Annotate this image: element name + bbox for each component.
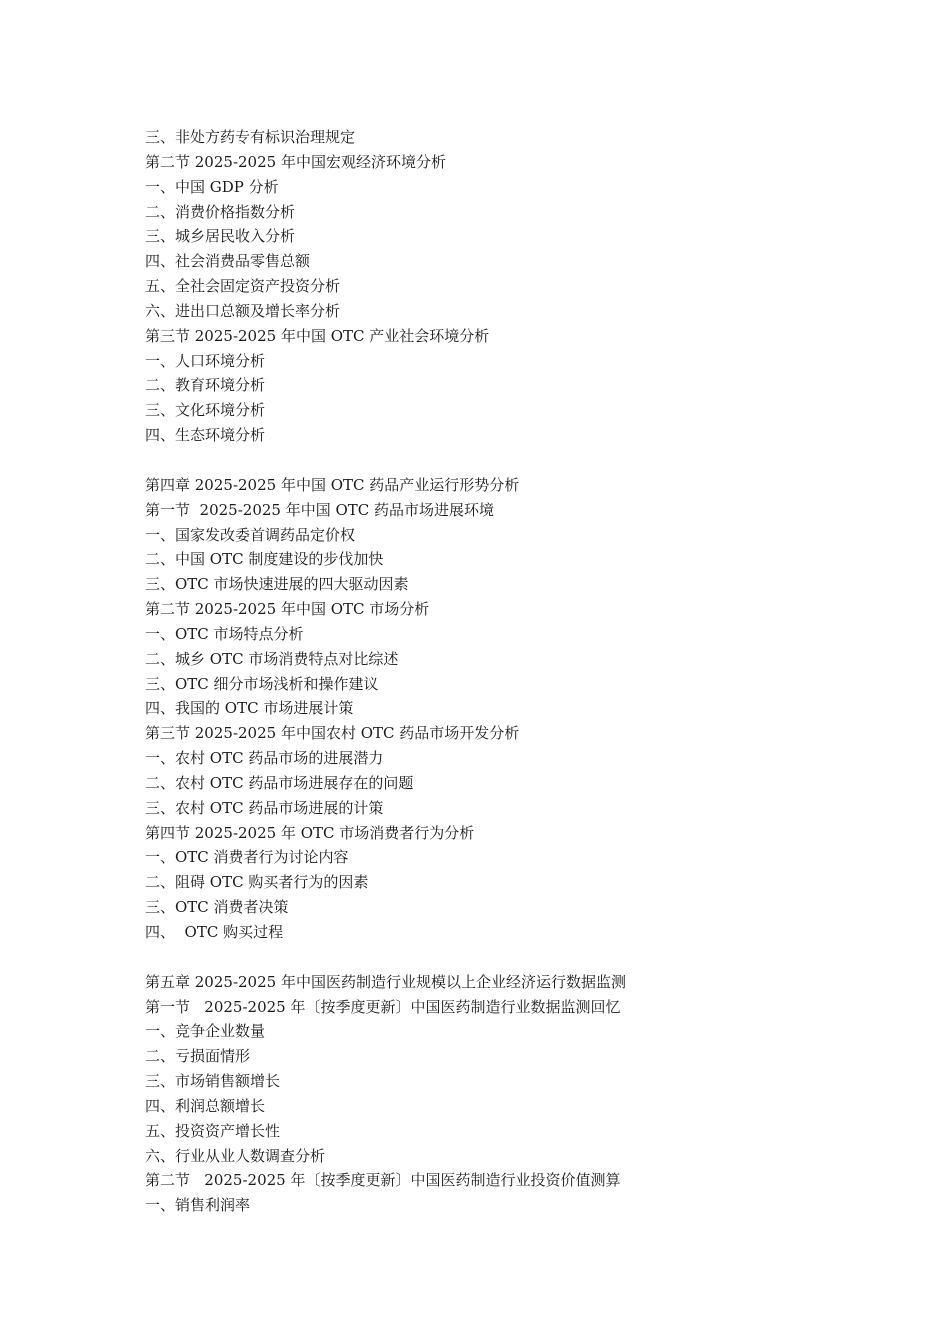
text-line: 一、国家发改委首调药品定价权 — [145, 525, 356, 544]
section-heading: 第三节 2025-2025 年中国农村 OTC 药品市场开发分析 — [145, 724, 520, 743]
text-line: 四、生态环境分析 — [145, 426, 266, 445]
text-line: 二、消费价格指数分析 — [145, 202, 296, 221]
text-line: 三、OTC 细分市场浅析和操作建议 — [145, 674, 379, 693]
text-line: 一、OTC 市场特点分析 — [145, 624, 304, 643]
chapter-heading: 第五章 2025-2025 年中国医药制造行业规模以上企业经济运行数据监测 — [145, 972, 626, 991]
text-line: 三、非处方药专有标识治理规定 — [145, 128, 356, 146]
section-heading: 第二节 2025-2025 年中国 OTC 市场分析 — [145, 600, 430, 619]
text-line: 三、农村 OTC 药品市场进展的计策 — [145, 798, 384, 817]
text-line: 一、人口环境分析 — [145, 351, 266, 370]
text-line: 三、OTC 消费者决策 — [145, 898, 289, 917]
text-line: 四、利润总额增长 — [145, 1096, 266, 1115]
text-line: 三、城乡居民收入分析 — [145, 227, 296, 246]
section-heading: 第二节 2025-2025 年中国宏观经济环境分析 — [145, 152, 446, 171]
section-heading: 第三节 2025-2025 年中国 OTC 产业社会环境分析 — [145, 326, 490, 345]
text-line: 五、全社会固定资产投资分析 — [145, 277, 341, 296]
section-heading: 第一节 2025-2025 年〔按季度更新〕中国医药制造行业数据监测回忆 — [145, 997, 621, 1016]
text-line: 四、社会消费品零售总额 — [145, 252, 311, 271]
text-line: 二、亏损面情形 — [145, 1047, 251, 1066]
text-line: 二、城乡 OTC 市场消费特点对比综述 — [145, 649, 399, 668]
text-line: 二、中国 OTC 制度建设的步伐加快 — [145, 550, 384, 569]
section-heading: 第一节 2025-2025 年中国 OTC 药品市场进展环境 — [145, 500, 495, 519]
text-line: 三、市场销售额增长 — [145, 1072, 281, 1091]
blank-line — [145, 448, 905, 473]
text-line: 四、我国的 OTC 市场进展计策 — [145, 699, 354, 718]
text-line: 六、行业从业人数调查分析 — [145, 1146, 326, 1165]
text-line: 二、教育环境分析 — [145, 376, 266, 395]
text-line: 六、进出口总额及增长率分析 — [145, 301, 341, 320]
text-line: 一、中国 GDP 分析 — [145, 177, 279, 196]
text-line: 四、 OTC 购买过程 — [145, 923, 284, 941]
text-line: 一、OTC 消费者行为讨论内容 — [145, 848, 349, 867]
section-heading: 第二节 2025-2025 年〔按季度更新〕中国医药制造行业投资价值测算 — [145, 1171, 621, 1190]
text-line: 一、农村 OTC 药品市场的进展潜力 — [145, 749, 384, 768]
text-line: 三、OTC 市场快速进展的四大驱动因素 — [145, 575, 409, 594]
text-line: 二、农村 OTC 药品市场进展存在的问题 — [145, 773, 414, 792]
text-line: 一、竞争企业数量 — [145, 1022, 266, 1041]
blank-line — [145, 945, 905, 970]
document-page — [145, 125, 905, 1218]
text-line: 三、文化环境分析 — [145, 401, 266, 420]
text-line: 五、投资资产增长性 — [145, 1121, 281, 1140]
text-line: 二、阻碍 OTC 购买者行为的因素 — [145, 873, 369, 892]
chapter-heading: 第四章 2025-2025 年中国 OTC 药品产业运行形势分析 — [145, 475, 520, 494]
section-heading: 第四节 2025-2025 年 OTC 市场消费者行为分析 — [145, 823, 475, 842]
text-line: 一、销售利润率 — [145, 1196, 251, 1215]
